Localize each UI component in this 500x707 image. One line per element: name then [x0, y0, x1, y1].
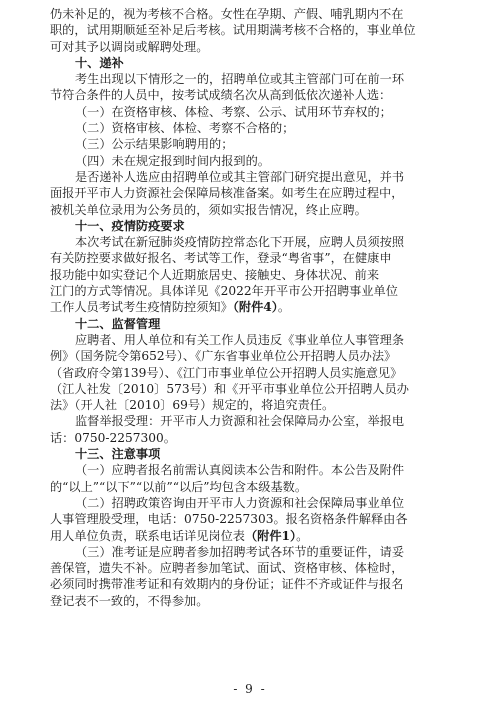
text-line: 考生出现以下情形之一的，招聘单位或其主管部门可在前一环 [75, 72, 405, 87]
text-line: 必须同时携带准考证和有效期内的身份证；证件不齐或证件与报名 [50, 577, 404, 592]
text-line: 应聘者、用人单位和有关工作人员违反《事业单位人事管理条 [75, 332, 405, 347]
section-heading: 十三、注意事项 [75, 447, 161, 462]
page-number: - 9 - [233, 681, 267, 696]
text-line: 人事管理股受理，电话：0750-2257303。报名资格条件解释由各 [50, 512, 408, 527]
text-line: （三）公示结果影响聘用的； [75, 137, 234, 152]
text-line: 本次考试在新冠肺炎疫情防控常态化下开展，应聘人员须按照 [75, 235, 405, 250]
text-line: 法》（开人社〔2010〕69号）规定的，将追究责任。 [50, 398, 335, 413]
text-line: （四）未在规定报到时间内报到的。 [75, 153, 270, 168]
text-line: 登记表不一致的，不得参加。 [50, 593, 209, 608]
section-heading: 十、递补 [75, 55, 124, 70]
text-line: （江人社发〔2010〕573号）和《开平市事业单位公开招聘人员办 [50, 381, 409, 396]
attachment-reference: （附件4） [232, 300, 278, 315]
section-heading: 十一、疫情防疫要求 [75, 218, 185, 233]
text-line: （一）在资格审核、体检、考察、公示、试用环节弃权的； [75, 104, 392, 119]
text-line: 监督举报受理：开平市人力资源和社会保障局办公室，举报电 [75, 414, 405, 429]
text-line: （一）应聘者报名前需认真阅读本公告和附件。本公告及附件 [75, 463, 405, 478]
text-line: 善保管，遗失不补。应聘者参加笔试、面试、资格审核、体检时， [50, 561, 404, 576]
text-segment: 。 [277, 300, 291, 315]
text-line: 节符合条件的人员中，按考试成绩名次从高到低依次递补人选： [50, 88, 392, 103]
text-segment: 用人单位负责，联系电话详见岗位表 [50, 528, 245, 543]
text-segment: 。 [296, 528, 309, 543]
text-line: 江门的方式等情况。具体详见《2022年开平市公开招聘事业单位 [50, 284, 398, 299]
text-line [50, 299, 456, 315]
attachment-reference: （附件1） [245, 528, 297, 543]
text-line: （三）准考证是应聘者参加招聘考试各环节的重要证件，请妥 [75, 544, 405, 559]
text-line: 面报开平市人力资源社会保障局核准备案。如考生在应聘过程中， [50, 186, 404, 201]
document-body [50, 6, 456, 609]
text-line: 有关防控要求做好报名、考试等工作，登录“粤省事”，在健康申 [50, 251, 392, 266]
text-line: （省政府令第139号）、《江门市事业单位公开招聘人员实施意见》 [50, 365, 403, 380]
text-segment: 工作人员考试考生疫情防控须知》 [50, 300, 233, 315]
text-line [50, 528, 456, 544]
text-line: 可对其予以调岗或解聘处理。 [50, 39, 209, 54]
text-line: （二）招聘政策咨询由开平市人力资源和社会保障局事业单位 [75, 495, 405, 510]
text-line: 被机关单位录用为公务员的，须如实报告情况，终止应聘。 [50, 202, 367, 217]
text-line: 仍未补足的，视为考核不合格。女性在孕期、产假、哺乳期内不在 [50, 7, 404, 21]
text-line: 的“以上”“以下”“以前”“以后”均包含本级基数。 [50, 479, 308, 494]
text-line: 职的，试用期顺延至补足后考核。试用期满考核不合格的，事业单位 [50, 23, 416, 38]
text-line: 例》（国务院令第652号）、《广东省事业单位公开招聘人员办法》 [50, 349, 397, 364]
text-line: 报功能中如实登记个人近期旅居史、接触史、身体状况、前来 [50, 267, 380, 282]
text-line: 是否递补人选应由招聘单位或其主管部门研究提出意见，并书 [75, 169, 405, 184]
text-line: 话：0750-2257300。 [50, 430, 176, 445]
text-line: （二）资格审核、体检、考察不合格的； [75, 121, 295, 136]
section-heading: 十二、监督管理 [75, 316, 161, 331]
